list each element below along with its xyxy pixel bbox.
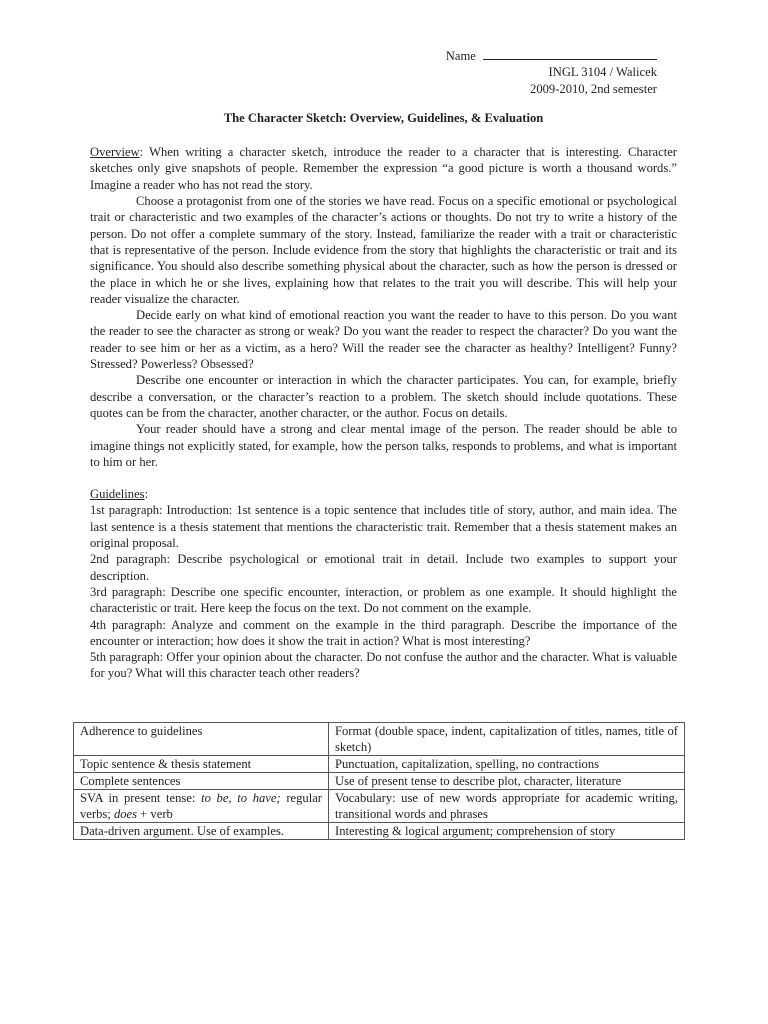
- overview-paragraph-1-text: : When writing a character sketch, introduce the reader to a character that is interesting. Character sketches only give snapshots of people. Remember the expression “a good picture is worth a thousand words.” Imagine a reader who has not read the story.: [90, 145, 677, 192]
- rubric-row: [74, 723, 685, 756]
- guidelines-heading-line: [90, 486, 677, 502]
- overview-heading: Overview: [90, 145, 140, 160]
- name-field: [90, 46, 657, 64]
- rubric-cell-right: Interesting & logical argument; comprehension of story: [329, 823, 685, 840]
- rubric-row: [74, 773, 685, 790]
- overview-paragraph-5: Your reader should have a strong and clear mental image of the person. The reader should be able to imagine things not explicitly stated, for example, how the person talks, responds to problems, and what is important to him or her.: [90, 422, 677, 469]
- overview-paragraph-3: Decide early on what kind of emotional reaction you want the reader to have to this person. Do you want the reader to see the character as strong or weak? Do you want the reader to respect the character? Do you want the reader to see him or her as a victim, as a hero? Will the reader see the character as healthy? Intelligent? Funny? Stressed? Powerless? Obsessed?: [90, 308, 677, 372]
- evaluation-rubric-table: [73, 722, 685, 840]
- rubric-text-italic: does: [113, 807, 138, 821]
- document-page: [90, 46, 677, 682]
- rubric-cell-right: Vocabulary: use of new words appropriate for academic writing, transitional words and phrases: [329, 790, 685, 823]
- document-title: The Character Sketch: Overview, Guidelines, & Evaluation: [223, 110, 544, 125]
- rubric-cell-left: Adherence to guidelines: [74, 723, 329, 756]
- section-spacer: [90, 470, 677, 486]
- overview-paragraph-2: Choose a protagonist from one of the stories we have read. Focus on a specific emotional or psychological trait or characteristic and two examples of the character’s actions or thoughts. Do not try to write a history of the person. Do not offer a complete summary of the story. Instead, familiarize the reader with a trait or characteristic that is representative of the person. Include evidence from the story that highlights the characteristic or trait and its significance. You should also describe something physical about the character, such as how the person is dressed or the place in which he or she lives, explaining how that relates to the trait you will describe. This will help your reader visualize the character.: [90, 194, 677, 306]
- rubric-cell-left: [74, 790, 329, 823]
- rubric-row: [74, 756, 685, 773]
- guidelines-heading: Guidelines: [90, 487, 145, 502]
- rubric-row: [74, 790, 685, 823]
- rubric-text-italic: to be, to have;: [201, 791, 281, 805]
- guideline-item: 5th paragraph: Offer your opinion about the character. Do not confuse the author and the character. What is valuable for you? What will this character teach other readers?: [90, 650, 677, 681]
- name-label: Name: [445, 49, 476, 63]
- course-line: INGL 3104 / Walicek: [548, 65, 657, 80]
- guideline-item: 4th paragraph: Analyze and comment on the example in the third paragraph. Describe the importance of the encounter or interaction; how does it show the trait in action? What is most interesting?: [90, 617, 677, 648]
- overview-paragraph-4: Describe one encounter or interaction in which the character participates. You can, for example, briefly describe a conversation, or the character’s reaction to a problem. The sketch should include quotations. These quotes can be from the character, another character, or the author. Focus on details.: [90, 373, 677, 420]
- header-block: [90, 46, 677, 97]
- rubric-cell-right: Format (double space, indent, capitalization of titles, names, title of sketch): [329, 723, 685, 756]
- overview-paragraph-1: [90, 144, 677, 193]
- name-blank-line: [483, 46, 657, 60]
- rubric-cell-left: Topic sentence & thesis statement: [74, 756, 329, 773]
- rubric-cell-left: Data-driven argument. Use of examples.: [74, 823, 329, 840]
- guideline-item: 2nd paragraph: Describe psychological or emotional trait in detail. Include two examples to support your description.: [90, 552, 677, 583]
- rubric-cell-right: Use of present tense to describe plot, character, literature: [329, 773, 685, 790]
- guideline-item: 3rd paragraph: Describe one specific encounter, interaction, or problem as one example. It should highlight the characteristic or trait. Here keep the focus on the text. Do not comment on the example.: [90, 584, 677, 616]
- rubric-text: + verb: [137, 807, 173, 821]
- guideline-item: 1st paragraph: Introduction: 1st sentence is a topic sentence that includes title of story, author, and main idea. The last sentence is a thesis statement that mentions the characteristic trait. Remember that a thesis statement makes an original proposal.: [90, 503, 677, 551]
- rubric-text: SVA in present tense:: [80, 791, 202, 805]
- term-line: 2009-2010, 2nd semester: [530, 81, 657, 96]
- rubric-row: [74, 823, 685, 840]
- rubric-cell-right: Punctuation, capitalization, spelling, no contractions: [329, 756, 685, 773]
- rubric-cell-left: Complete sentences: [74, 773, 329, 790]
- rubric-text: regular verbs;: [80, 791, 322, 821]
- guidelines-heading-colon: :: [144, 487, 149, 502]
